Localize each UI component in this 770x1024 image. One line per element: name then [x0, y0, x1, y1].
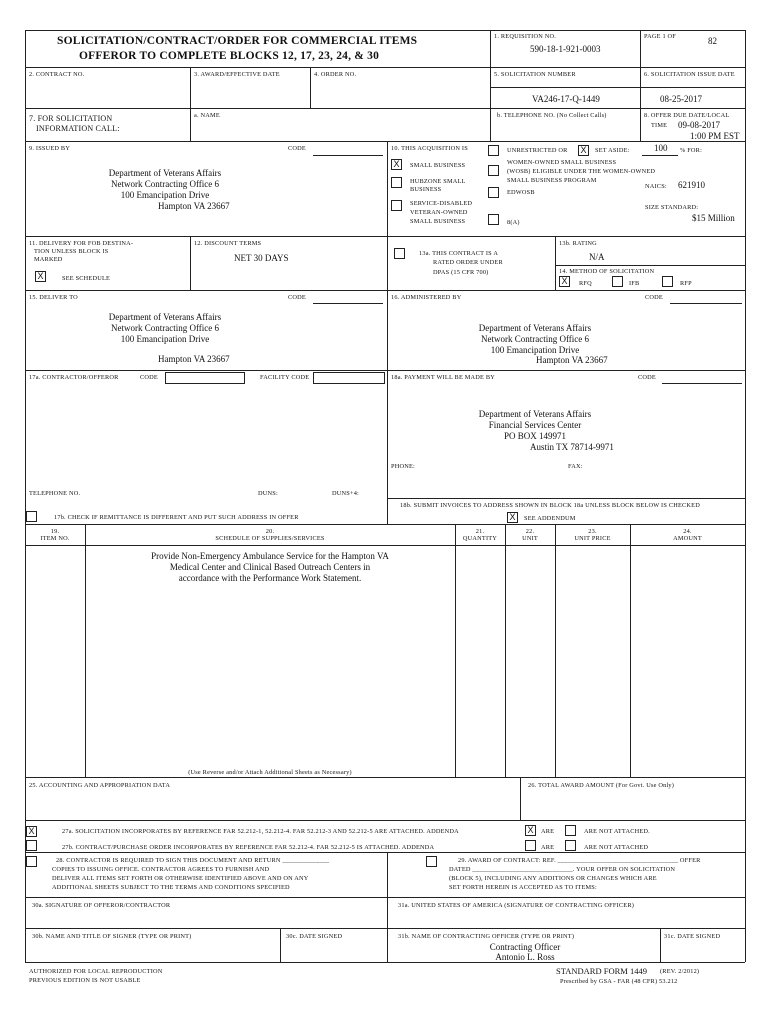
- issued-by-address-3: 100 Emancipation Drive: [120, 190, 210, 200]
- remittance-label: 17b. CHECK IF REMITTANCE IS DIFFERENT AND PUT SUCH ADDRESS IN OFFER: [54, 514, 299, 521]
- administered-by-address-1: Department of Veterans Affairs: [478, 323, 592, 333]
- item-no-number: 19.: [50, 528, 60, 535]
- clause-27a-are-not-checkbox[interactable]: [565, 825, 576, 836]
- schedule-description-2: Medical Center and Clinical Based Outreach Centers in: [169, 562, 371, 572]
- footer-prescribed: Prescribed by GSA - FAR (48 CFR) 53.212: [560, 978, 678, 985]
- deliver-to-address-4: Hampton VA 23667: [158, 354, 230, 364]
- 8a-checkbox[interactable]: [488, 214, 499, 225]
- administered-by-code-label: CODE: [645, 294, 663, 301]
- set-aside-percent[interactable]: 100: [654, 143, 668, 153]
- rfp-checkbox[interactable]: [662, 276, 673, 287]
- item-no-header: ITEM NO.: [40, 535, 70, 542]
- accounting-label: 25. ACCOUNTING AND APPROPRIATION DATA: [29, 782, 171, 789]
- unrestricted-checkbox[interactable]: [488, 145, 499, 156]
- discount-label: 12. DISCOUNT TERMS: [194, 240, 262, 247]
- time-label: TIME: [651, 122, 668, 129]
- facility-code-label: FACILITY CODE: [260, 374, 310, 381]
- clause-28-line4: ADDITIONAL SHEETS SUBJECT TO THE TERMS AND CONDITIONS SPECIFIED: [52, 884, 290, 891]
- set-aside-label: SET ASIDE:: [595, 147, 630, 154]
- unrestricted-label: UNRESTRICTED OR: [507, 147, 568, 154]
- edwosb-checkbox[interactable]: [488, 187, 499, 198]
- signature-officer-label: 31a. UNITED STATES OF AMERICA (SIGNATURE OF CONTRACTING OFFICER): [398, 902, 635, 909]
- issued-by-address-2: Network Contracting Office 6: [110, 179, 220, 189]
- signer-name-label: 30b. NAME AND TITLE OF SIGNER (TYPE OR PRINT): [32, 933, 192, 940]
- administered-by-address-3: 100 Emancipation Drive: [490, 345, 580, 355]
- order-no-label: 4. ORDER NO.: [314, 71, 357, 78]
- quantity-header: QUANTITY: [462, 535, 498, 542]
- rated-order-label-3: DPAS (15 CFR 700): [433, 269, 489, 276]
- payment-address-2: Financial Services Center: [488, 420, 582, 430]
- form-title-line2: OFFEROR TO COMPLETE BLOCKS 12, 17, 23, 24, & 30: [79, 50, 380, 62]
- see-schedule-checkbox[interactable]: X: [35, 271, 46, 282]
- rfq-label: RFQ: [579, 280, 592, 287]
- solicitation-number-value[interactable]: VA246-17-Q-1449: [532, 94, 600, 104]
- clause-28-line1: 28. CONTRACTOR IS REQUIRED TO SIGN THIS DOCUMENT AND RETURN ______________: [56, 857, 330, 864]
- small-business-checkbox[interactable]: X: [391, 159, 402, 170]
- unit-number: 22.: [525, 528, 535, 535]
- payment-address-4: Austin TX 78714-9971: [530, 442, 614, 452]
- requisition-value[interactable]: 590-18-1-921-0003: [530, 44, 601, 54]
- small-business-label: SMALL BUSINESS: [410, 162, 466, 169]
- see-addendum-label: SEE ADDENDUM: [524, 515, 576, 522]
- issued-by-address-4: Hampton VA 23667: [158, 201, 230, 211]
- naics-value[interactable]: 621910: [678, 180, 705, 190]
- clause-27b-are-not-label: ARE NOT ATTACHED: [584, 844, 649, 851]
- clause-28-line3: DELIVER ALL ITEMS SET FORTH OR OTHERWISE IDENTIFIED ABOVE AND ON ANY: [52, 875, 309, 882]
- rfq-checkbox[interactable]: X: [559, 276, 570, 287]
- clause-29-line1: 29. AWARD OF CONTRACT: REF. ____________________________________ OFFER: [458, 857, 701, 864]
- fax-label: FAX:: [568, 463, 583, 470]
- payment-code-label: CODE: [638, 374, 656, 381]
- form-title-line1: SOLICITATION/CONTRACT/ORDER FOR COMMERCIAL ITEMS: [57, 35, 418, 47]
- signature-contractor-label: 30a. SIGNATURE OF OFFEROR/CONTRACTOR: [32, 902, 171, 909]
- contract-no-label: 2. CONTRACT NO.: [29, 71, 85, 78]
- footer-revision: (REV. 2/2012): [660, 968, 700, 975]
- total-award-label: 26. TOTAL AWARD AMOUNT (For Govt. Use Only): [528, 782, 675, 789]
- telephone-label: b. TELEPHONE NO. (No Collect Calls): [497, 112, 607, 119]
- issued-by-label: 9. ISSUED BY: [29, 145, 71, 152]
- sdvosb-label-1: SERVICE-DISABLED: [410, 200, 473, 207]
- supplies-header: SCHEDULE OF SUPPLIES/SERVICES: [215, 535, 325, 542]
- deliver-to-code-label: CODE: [288, 294, 306, 301]
- clause-27b-checkbox[interactable]: [26, 840, 37, 851]
- facility-code-field[interactable]: [313, 372, 385, 384]
- deliver-to-label: 15. DELIVER TO: [29, 294, 78, 301]
- officer-title: Contracting Officer: [489, 942, 561, 952]
- rating-value[interactable]: N/A: [589, 252, 605, 262]
- clause-28-line2: COPIES TO ISSUING OFFICE. CONTRACTOR AGREES TO FURNISH AND: [52, 866, 270, 873]
- hubzone-label-2: BUSINESS: [410, 186, 442, 193]
- unit-header: UNIT: [522, 535, 538, 542]
- officer-name: Antonio L. Ross: [495, 952, 555, 962]
- offer-due-label: 8. OFFER DUE DATE/LOCAL: [644, 112, 730, 119]
- clause-27b-label: 27b. CONTRACT/PURCHASE ORDER INCORPORATES BY REFERENCE FAR 52.212-4. FAR 52.212-5 IS ATTACHED. ADDENDA: [62, 844, 435, 851]
- administered-by-label: 16. ADMINISTERED BY: [391, 294, 462, 301]
- see-addendum-checkbox[interactable]: X: [507, 512, 518, 523]
- size-standard-label: SIZE STANDARD:: [645, 204, 699, 211]
- submit-invoices-label: 18b. SUBMIT INVOICES TO ADDRESS SHOWN IN BLOCK 18a UNLESS BLOCK BELOW IS CHECKED: [400, 502, 700, 509]
- clause-27a-are-not-label: ARE NOT ATTACHED.: [584, 828, 650, 835]
- rated-order-label-1: 13a. THIS CONTRACT IS A: [419, 250, 499, 257]
- delivery-label-2: TION UNLESS BLOCK IS: [34, 248, 109, 255]
- contractor-label: 17a. CONTRACTOR/OFFEROR: [29, 374, 119, 381]
- award-date-label: 3. AWARD/EFFECTIVE DATE: [194, 71, 280, 78]
- clause-27a-are-label: ARE: [541, 828, 555, 835]
- hubzone-checkbox[interactable]: [391, 177, 402, 188]
- clause-27a-label: 27a. SOLICITATION INCORPORATES BY REFERENCE FAR 52.212-1, 52.212-4. FAR 52.212-3 AND 52.212-5 ARE ATTACHED. ADDENDA: [62, 828, 459, 835]
- delivery-label-3: MARKED: [34, 256, 63, 263]
- rated-order-checkbox[interactable]: [394, 248, 405, 259]
- deliver-to-address-2: Network Contracting Office 6: [110, 323, 220, 333]
- schedule-description-1: Provide Non-Emergency Ambulance Service for the Hampton VA: [151, 551, 389, 561]
- reverse-note: (Use Reverse and/or Attach Additional Sheets as Necessary): [188, 769, 352, 776]
- acquisition-label: 10. THIS ACQUISITION IS: [391, 145, 468, 152]
- clause-29-line3: (BLOCK 5), INCLUDING ANY ADDITIONS OR CHANGES WHICH ARE: [449, 875, 657, 882]
- info-call-label-1: 7. FOR SOLICITATION: [29, 114, 113, 123]
- supplies-number: 20.: [265, 528, 275, 535]
- solicitation-number-label: 5. SOLICITATION NUMBER: [494, 71, 576, 78]
- sdvosb-label-3: SMALL BUSINESS: [410, 218, 466, 225]
- payment-address-3: PO BOX 149971: [503, 431, 566, 441]
- discount-value[interactable]: NET 30 DAYS: [234, 253, 289, 263]
- contractor-code-field[interactable]: [165, 372, 245, 384]
- clause-29-line2: DATED ______________________________. YOUR OFFER ON SOLICITATION: [449, 866, 676, 873]
- offer-due-time[interactable]: 1:00 PM EST: [690, 131, 740, 141]
- size-standard-value[interactable]: $15 Million: [692, 213, 735, 223]
- unit-price-header: UNIT PRICE: [574, 535, 611, 542]
- administered-by-address-2: Network Contracting Office 6: [480, 334, 590, 344]
- wosb-label-2: (WOSB) ELIGIBLE UNDER THE WOMEN-OWNED: [507, 168, 656, 175]
- hubzone-label-1: HUBZONE SMALL: [410, 178, 466, 185]
- officer-name-label: 31b. NAME OF CONTRACTING OFFICER (TYPE OR PRINT): [398, 933, 575, 940]
- page-total: 82: [708, 36, 717, 46]
- issued-by-code-label: CODE: [288, 145, 306, 152]
- clause-28-checkbox[interactable]: [26, 856, 37, 867]
- amount-header: AMOUNT: [673, 535, 702, 542]
- clause-27a-checkbox[interactable]: X: [26, 826, 37, 837]
- ifb-label: IFB: [629, 280, 640, 287]
- duns-label: DUNS:: [258, 490, 278, 497]
- page-label: PAGE 1 OF: [644, 33, 677, 40]
- unit-price-number: 23.: [588, 528, 597, 535]
- wosb-label-1: WOMEN-OWNED SMALL BUSINESS: [507, 159, 617, 166]
- schedule-description-3: accordance with the Performance Work Statement.: [178, 573, 362, 583]
- deliver-to-address-3: 100 Emancipation Drive: [120, 334, 210, 344]
- ifb-checkbox[interactable]: [612, 276, 623, 287]
- phone-label: PHONE:: [391, 463, 415, 470]
- clause-27a-are-checkbox[interactable]: X: [525, 825, 536, 836]
- see-schedule-label: SEE SCHEDULE: [62, 275, 111, 282]
- payment-address-1: Department of Veterans Affairs: [478, 409, 592, 419]
- footer-authorized: AUTHORIZED FOR LOCAL REPRODUCTION: [29, 968, 163, 975]
- clause-27b-are-checkbox[interactable]: [525, 840, 536, 851]
- percent-for-label: % FOR:: [680, 147, 703, 154]
- rated-order-label-2: RATED ORDER UNDER: [433, 259, 503, 266]
- payment-label: 18a. PAYMENT WILL BE MADE BY: [391, 374, 496, 381]
- info-call-label-2: INFORMATION CALL:: [36, 124, 120, 133]
- amount-number: 24.: [683, 528, 692, 535]
- sdvosb-checkbox[interactable]: [391, 200, 402, 211]
- administered-by-address-4: Hampton VA 23667: [536, 355, 608, 365]
- issue-date-value[interactable]: 08-25-2017: [660, 94, 702, 104]
- clause-27b-are-label: ARE: [541, 844, 555, 851]
- duns4-label: DUNS+4:: [332, 490, 359, 497]
- quantity-number: 21.: [475, 528, 485, 535]
- clause-29-checkbox[interactable]: [426, 856, 437, 867]
- issue-date-label: 6. SOLICITATION ISSUE DATE: [644, 71, 735, 78]
- sdvosb-label-2: VETERAN-OWNED: [410, 209, 468, 216]
- set-aside-checkbox[interactable]: X: [578, 145, 589, 156]
- naics-label: NAICS:: [645, 183, 667, 190]
- rating-label: 13b. RATING: [559, 240, 597, 247]
- offer-due-date[interactable]: 09-08-2017: [678, 120, 720, 130]
- issued-by-address-1: Department of Veterans Affairs: [108, 168, 222, 178]
- clause-27b-are-not-checkbox[interactable]: [565, 840, 576, 851]
- footer-previous-edition: PREVIOUS EDITION IS NOT USABLE: [29, 977, 141, 984]
- edwosb-label: EDWOSB: [507, 189, 535, 196]
- date-signed-contractor-label: 30c. DATE SIGNED: [286, 933, 343, 940]
- 8a-label: 8(A): [507, 219, 520, 226]
- name-label: a. NAME: [194, 112, 220, 119]
- requisition-label: 1. REQUISITION NO.: [494, 33, 557, 40]
- clause-29-line4: SET FORTH HEREIN IS ACCEPTED AS TO ITEMS:: [449, 884, 597, 891]
- date-signed-officer-label: 31c. DATE SIGNED: [664, 933, 721, 940]
- footer-form-number: STANDARD FORM 1449: [556, 966, 647, 976]
- method-label: 14. METHOD OF SOLICITATION: [559, 268, 655, 275]
- wosb-checkbox[interactable]: [488, 165, 499, 176]
- contractor-code-label: CODE: [140, 374, 158, 381]
- telephone-no-label: TELEPHONE NO.: [29, 490, 81, 497]
- remittance-checkbox[interactable]: [26, 511, 37, 522]
- rfp-label: RFP: [680, 280, 692, 287]
- deliver-to-address-1: Department of Veterans Affairs: [108, 312, 222, 322]
- delivery-label-1: 11. DELIVERY FOR FOB DESTINA-: [29, 240, 134, 247]
- wosb-label-3: SMALL BUSINESS PROGRAM: [507, 177, 597, 184]
